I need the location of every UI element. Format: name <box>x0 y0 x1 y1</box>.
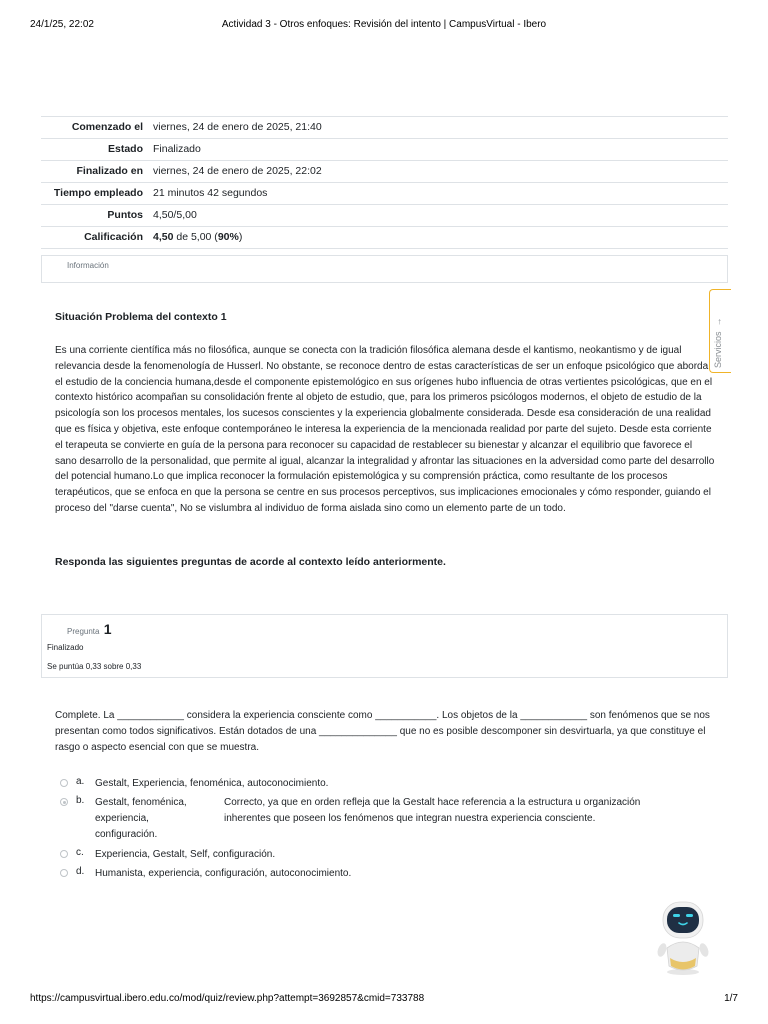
summary-row-time-taken <box>41 183 728 205</box>
summary-value: viernes, 24 de enero de 2025, 21:40 <box>148 117 728 139</box>
answer-option-d[interactable] <box>60 866 720 882</box>
servicios-label: Servicios <box>713 331 723 368</box>
information-label: Información <box>67 261 109 270</box>
summary-label: Estado <box>41 139 148 161</box>
summary-label: Puntos <box>41 205 148 227</box>
summary-label: Finalizado en <box>41 161 148 183</box>
print-footer <box>30 993 738 1007</box>
option-text: Gestalt, Experiencia, fenoménica, autoconocimiento. <box>95 778 329 789</box>
option-text <box>95 795 187 842</box>
print-url: https://campusvirtual.ibero.edu.co/mod/quiz/review.php?attempt=3692857&cmid=733788 <box>30 993 425 1004</box>
summary-row-points <box>41 205 728 227</box>
option-letter: a. <box>76 776 85 787</box>
option-letter: b. <box>76 795 85 806</box>
print-page-title: Actividad 3 - Otros enfoques: Revisión del intento | CampusVirtual - Ibero <box>221 19 547 30</box>
question-number-value: 1 <box>103 621 112 637</box>
radio-button-selected[interactable] <box>60 798 68 806</box>
radio-button[interactable] <box>60 869 68 877</box>
print-header <box>30 19 738 33</box>
summary-value: viernes, 24 de enero de 2025, 22:02 <box>148 161 728 183</box>
context-instruction: Responda las siguientes preguntas de acorde al contexto leído anteriormente. <box>55 556 446 568</box>
context-title: Situación Problema del contexto 1 <box>55 311 227 323</box>
answer-option-b[interactable] <box>60 795 720 843</box>
option-text: Experiencia, Gestalt, Self, configuración. <box>95 849 276 860</box>
summary-label: Tiempo empleado <box>41 183 148 205</box>
grade-end: ) <box>238 231 243 243</box>
option-letter: c. <box>76 847 84 858</box>
radio-button[interactable] <box>60 779 68 787</box>
option-text-line: experiencia, <box>95 812 149 824</box>
question-label: Pregunta <box>67 627 100 636</box>
summary-label: Comenzado el <box>41 117 148 139</box>
summary-value: Finalizado <box>148 139 728 161</box>
grade-percent: 90% <box>217 231 239 243</box>
summary-row-finished <box>41 161 728 183</box>
summary-value <box>148 227 728 249</box>
question-state: Finalizado <box>47 643 84 652</box>
question-number <box>67 621 112 637</box>
grade-score: 4,50 <box>153 231 174 243</box>
attempt-summary-table <box>41 116 728 249</box>
summary-value: 4,50/5,00 <box>148 205 728 227</box>
summary-row-state <box>41 139 728 161</box>
context-body: Es una corriente científica más no filosófica, aunque se conecta con la tradición filosófica alemana desde el kantismo, neokantismo y de igual relevancia desde la fenomenología de Husserl. No obstante, se reconoce dentro de estas características de ser un enfoque psicológico que aborda el estudio de la conciencia humana,desde el componente epistemológico en sus orígenes hubo influencia de otras vertientes psicológicas, que en el contexto histórico acompañan su consolidación frente al objeto de estudio, que, para los primeros psicólogos modernos, el objeto de estudio de la psicología son los procesos mentales, los sucesos conscientes y la experiencia globalmente considerada. Desde esa consideración de una realidad que es física y objetiva, este enfoque contemporáneo le interesa la experiencia de la mencionada realidad por parte del sujeto. Desde esta corriente el terapeuta se convierte en guía de la persona para reconocer su capacidad de restablecer su bienestar y alcanzar el equilibrio que favorece el sano desarrollo de la personalidad, que permite al igual, alcanzar la integralidad y afrontar las situaciones en la adversidad como parte del desarrollo del potencial humano.Lo que implica reconocer la formulación epistemológica y su comprensión práctica, como resultante de los procesos terapéuticos, que se enfoca en que la persona se centre en sus procesos perceptivos, sus implicaciones emocionales y cómo responder, guiando el proceso del "darse cuenta", No se vislumbra al individuo de forma aislada sino como un elemento parte de un todo. <box>55 345 715 514</box>
print-page-number: 1/7 <box>724 993 738 1004</box>
option-text-line: configuración. <box>95 828 158 840</box>
grade-mid: de 5,00 ( <box>173 231 218 243</box>
option-text-line: Gestalt, fenoménica, <box>95 797 187 808</box>
summary-label: Calificación <box>41 227 148 249</box>
chatbot-robot-icon[interactable] <box>650 896 716 976</box>
summary-row-grade <box>41 227 728 249</box>
answer-option-c[interactable] <box>60 847 720 863</box>
information-box <box>41 255 728 283</box>
option-letter: d. <box>76 866 85 877</box>
question-grade: Se puntúa 0,33 sobre 0,33 <box>47 662 142 671</box>
option-feedback: Correcto, ya que en orden refleja que la Gestalt hace referencia a la estructura u organización inherentes que poseen los fenómenos que integran nuestra experiencia consciente. <box>224 797 641 824</box>
answer-option-a[interactable] <box>60 776 720 792</box>
radio-button[interactable] <box>60 850 68 858</box>
question-text: Complete. La ____________ considera la experiencia consciente como ___________. Los objetos de la ____________ son fenómenos que se nos presentan como todos significativos. Están dotados de una ______________ que no es posible descomponer sin desvirtuarla, ya que constituye el rasgo o aspecto esencial con que se muestra. <box>55 710 710 753</box>
question-info-box <box>41 614 728 678</box>
print-timestamp: 24/1/25, 22:02 <box>30 19 94 30</box>
arrow-right-icon: → <box>713 317 723 329</box>
option-text: Humanista, experiencia, configuración, autoconocimiento. <box>95 868 352 879</box>
summary-row-started <box>41 117 728 139</box>
summary-value: 21 minutos 42 segundos <box>148 183 728 205</box>
